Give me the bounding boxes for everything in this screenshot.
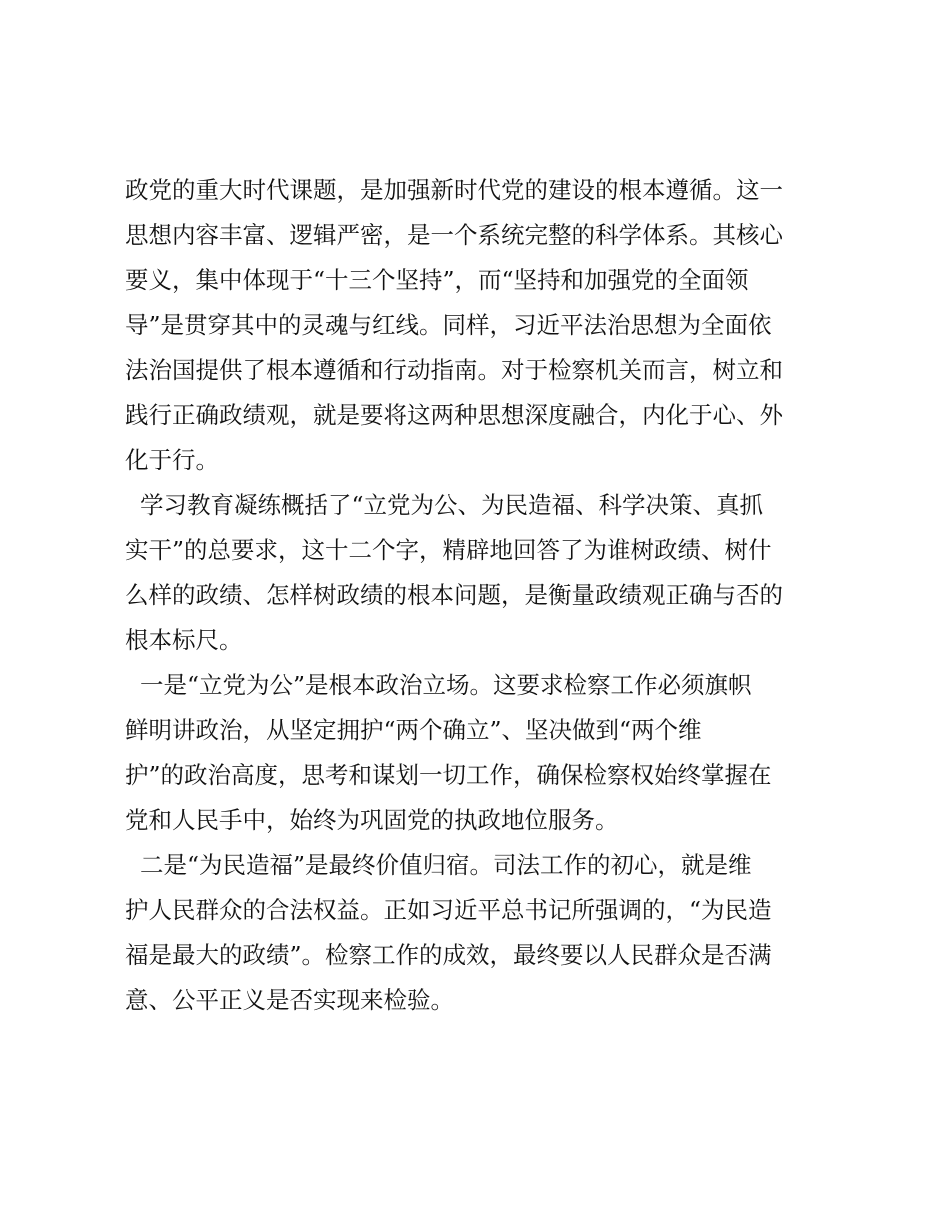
text-line: 么样的政绩、怎样树政绩的根本问题，是衡量政绩观正确与否的 <box>125 581 783 609</box>
text-line: 学习教育凝练概括了“立党为公、为民造福、科学决策、真抓 <box>125 491 763 519</box>
text-line: 要义，集中体现于“十三个坚持”，而“坚持和加强党的全面领 <box>125 266 749 294</box>
text-line: 化于行。 <box>125 446 219 474</box>
text-line: 意、公平正义是否实现来检验。 <box>125 986 454 1014</box>
text-line: 法治国提供了根本遵循和行动指南。对于检察机关而言，树立和 <box>125 356 783 384</box>
text-line: 实干”的总要求，这十二个字，精辟地回答了为谁树政绩、树什 <box>125 536 772 564</box>
text-line: 护”的政治高度，思考和谋划一切工作，确保检察权始终掌握在 <box>125 761 772 789</box>
document-body <box>125 168 835 1023</box>
text-line: 一是“立党为公”是根本政治立场。这要求检察工作必须旗帜 <box>125 671 752 699</box>
text-line: 根本标尺。 <box>125 626 243 654</box>
text-line: 二是“为民造福”是最终价值归宿。司法工作的初心，就是维 <box>125 851 752 879</box>
text-line: 鲜明讲政治，从坚定拥护“两个确立”、坚决做到“两个维 <box>125 716 702 744</box>
text-line: 党和人民手中，始终为巩固党的执政地位服务。 <box>125 806 619 834</box>
text-line: 思想内容丰富、逻辑严密，是一个系统完整的科学体系。其核心 <box>125 221 783 249</box>
text-line: 践行正确政绩观，就是要将这两种思想深度融合，内化于心、外 <box>125 401 783 429</box>
text-line: 导”是贯穿其中的灵魂与红线。同样，习近平法治思想为全面依 <box>125 311 772 339</box>
text-line: 政党的重大时代课题，是加强新时代党的建设的根本遵循。这一 <box>125 176 783 204</box>
text-line: 福是最大的政绩”。检察工作的成效，最终要以人民群众是否满 <box>125 941 772 969</box>
text-line: 护人民群众的合法权益。正如习近平总书记所强调的，“为民造 <box>125 896 772 924</box>
